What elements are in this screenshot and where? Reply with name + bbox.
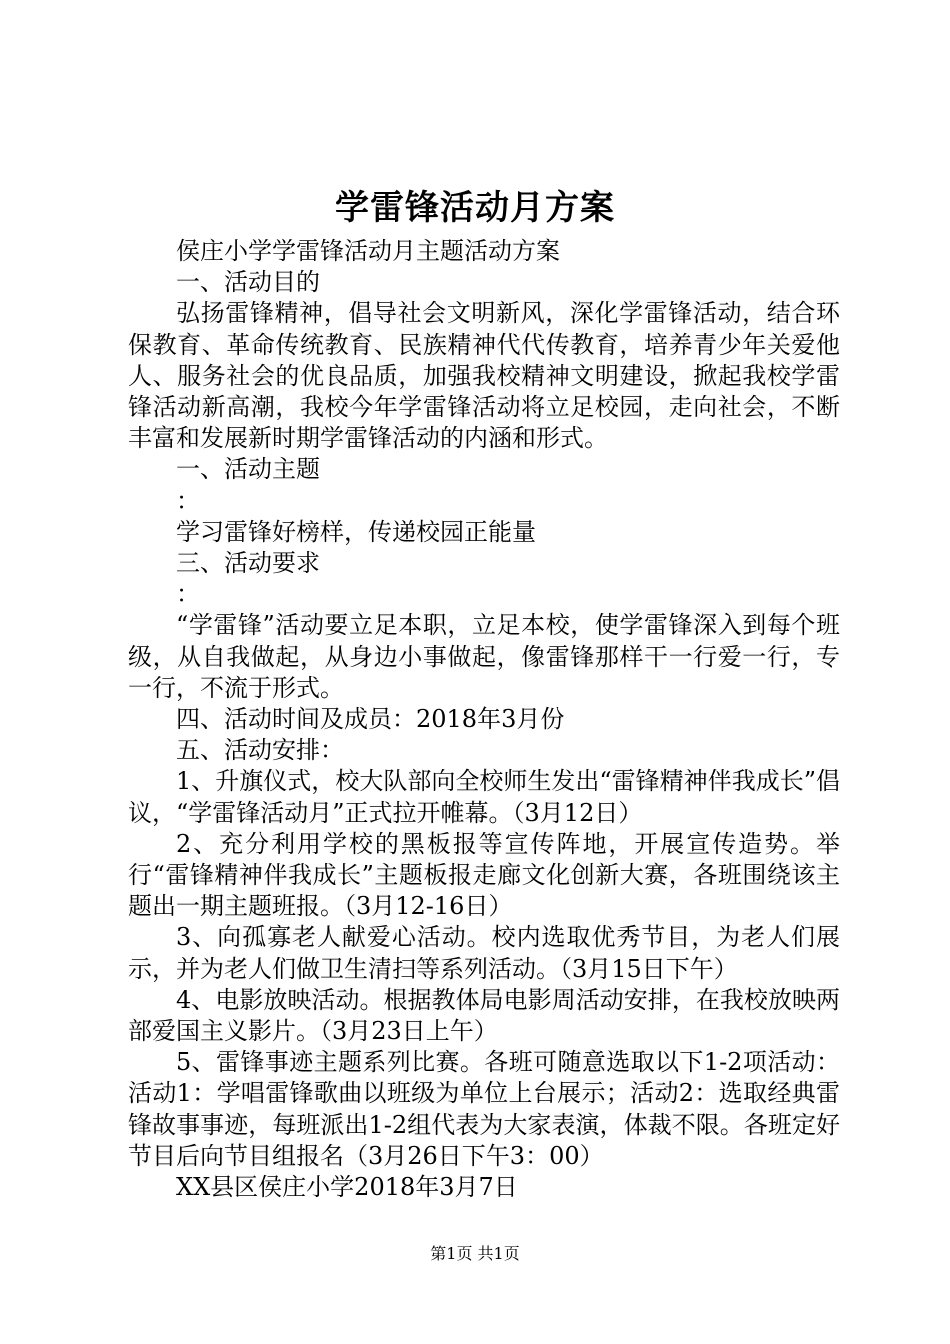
schedule-item: 2、充分利用学校的黑板报等宣传阵地，开展宣传造势。举行“雷锋精神伴我成长”主题板报走廊文化创新大赛，各班围绕该主题出一期主题班报。（3月12-16日） [128,829,840,921]
signature-line: XX县区侯庄小学2018年3月7日 [176,1173,518,1202]
schedule-item: 4、电影放映活动。根据教体局电影周活动安排，在我校放映两部爱国主义影片。（3月23日上午） [128,985,840,1046]
schedule-item: 1、升旗仪式，校大队部向全校师生发出“雷锋精神伴我成长”倡议，“学雷锋活动月”正式拉开帷幕。（3月12日） [128,767,840,827]
heading-purpose: 一、活动目的 [176,268,320,297]
document-body [128,236,840,1203]
heading-time: 四、活动时间及成员：2018年3月份 [176,705,565,734]
paragraph-requirements: “学雷锋”活动要立足本职，立足本校，使学雷锋深入到每个班级，从自我做起，从身边小事做起，像雷锋那样干一行爱一行，专一行，不流于形式。 [128,611,840,702]
page-footer: 第1页 共1页 [430,1244,520,1263]
paragraph-colon: ： [176,580,200,609]
heading-requirements: 三、活动要求 [176,549,320,578]
heading-schedule: 五、活动安排： [176,736,344,765]
schedule-item: 3、向孤寡老人献爱心活动。校内选取优秀节目，为老人们展示，并为老人们做卫生清扫等系列活动。（3月15日下午） [128,923,840,983]
paragraph-colon: ： [176,486,200,515]
heading-theme: 一、活动主题 [176,455,320,484]
schedule-item: 5、雷锋事迹主题系列比赛。各班可随意选取以下1-2项活动：活动1：学唱雷锋歌曲以班级为单位上台展示；活动2：选取经典雷锋故事事迹，每班派出1-2组代表为大家表演，体裁不限。各班定好节目后向节目组报名（3月26日下午3：00） [128,1048,840,1170]
paragraph-subtitle: 侯庄小学学雷锋活动月主题活动方案 [176,237,560,265]
document-title: 学雷锋活动月方案 [335,188,615,228]
paragraph-purpose: 弘扬雷锋精神，倡导社会文明新风，深化学雷锋活动，结合环保教育、革命传统教育、民族精神代代传教育，培养青少年关爱他人、服务社会的优良品质，加强我校精神文明建设，掀起我校学雷锋活动新高潮，我校今年学雷锋活动将立足校园，走向社会，不断丰富和发展新时期学雷锋活动的内涵和形式。 [128,299,840,453]
paragraph-theme: 学习雷锋好榜样，传递校园正能量 [176,517,536,546]
